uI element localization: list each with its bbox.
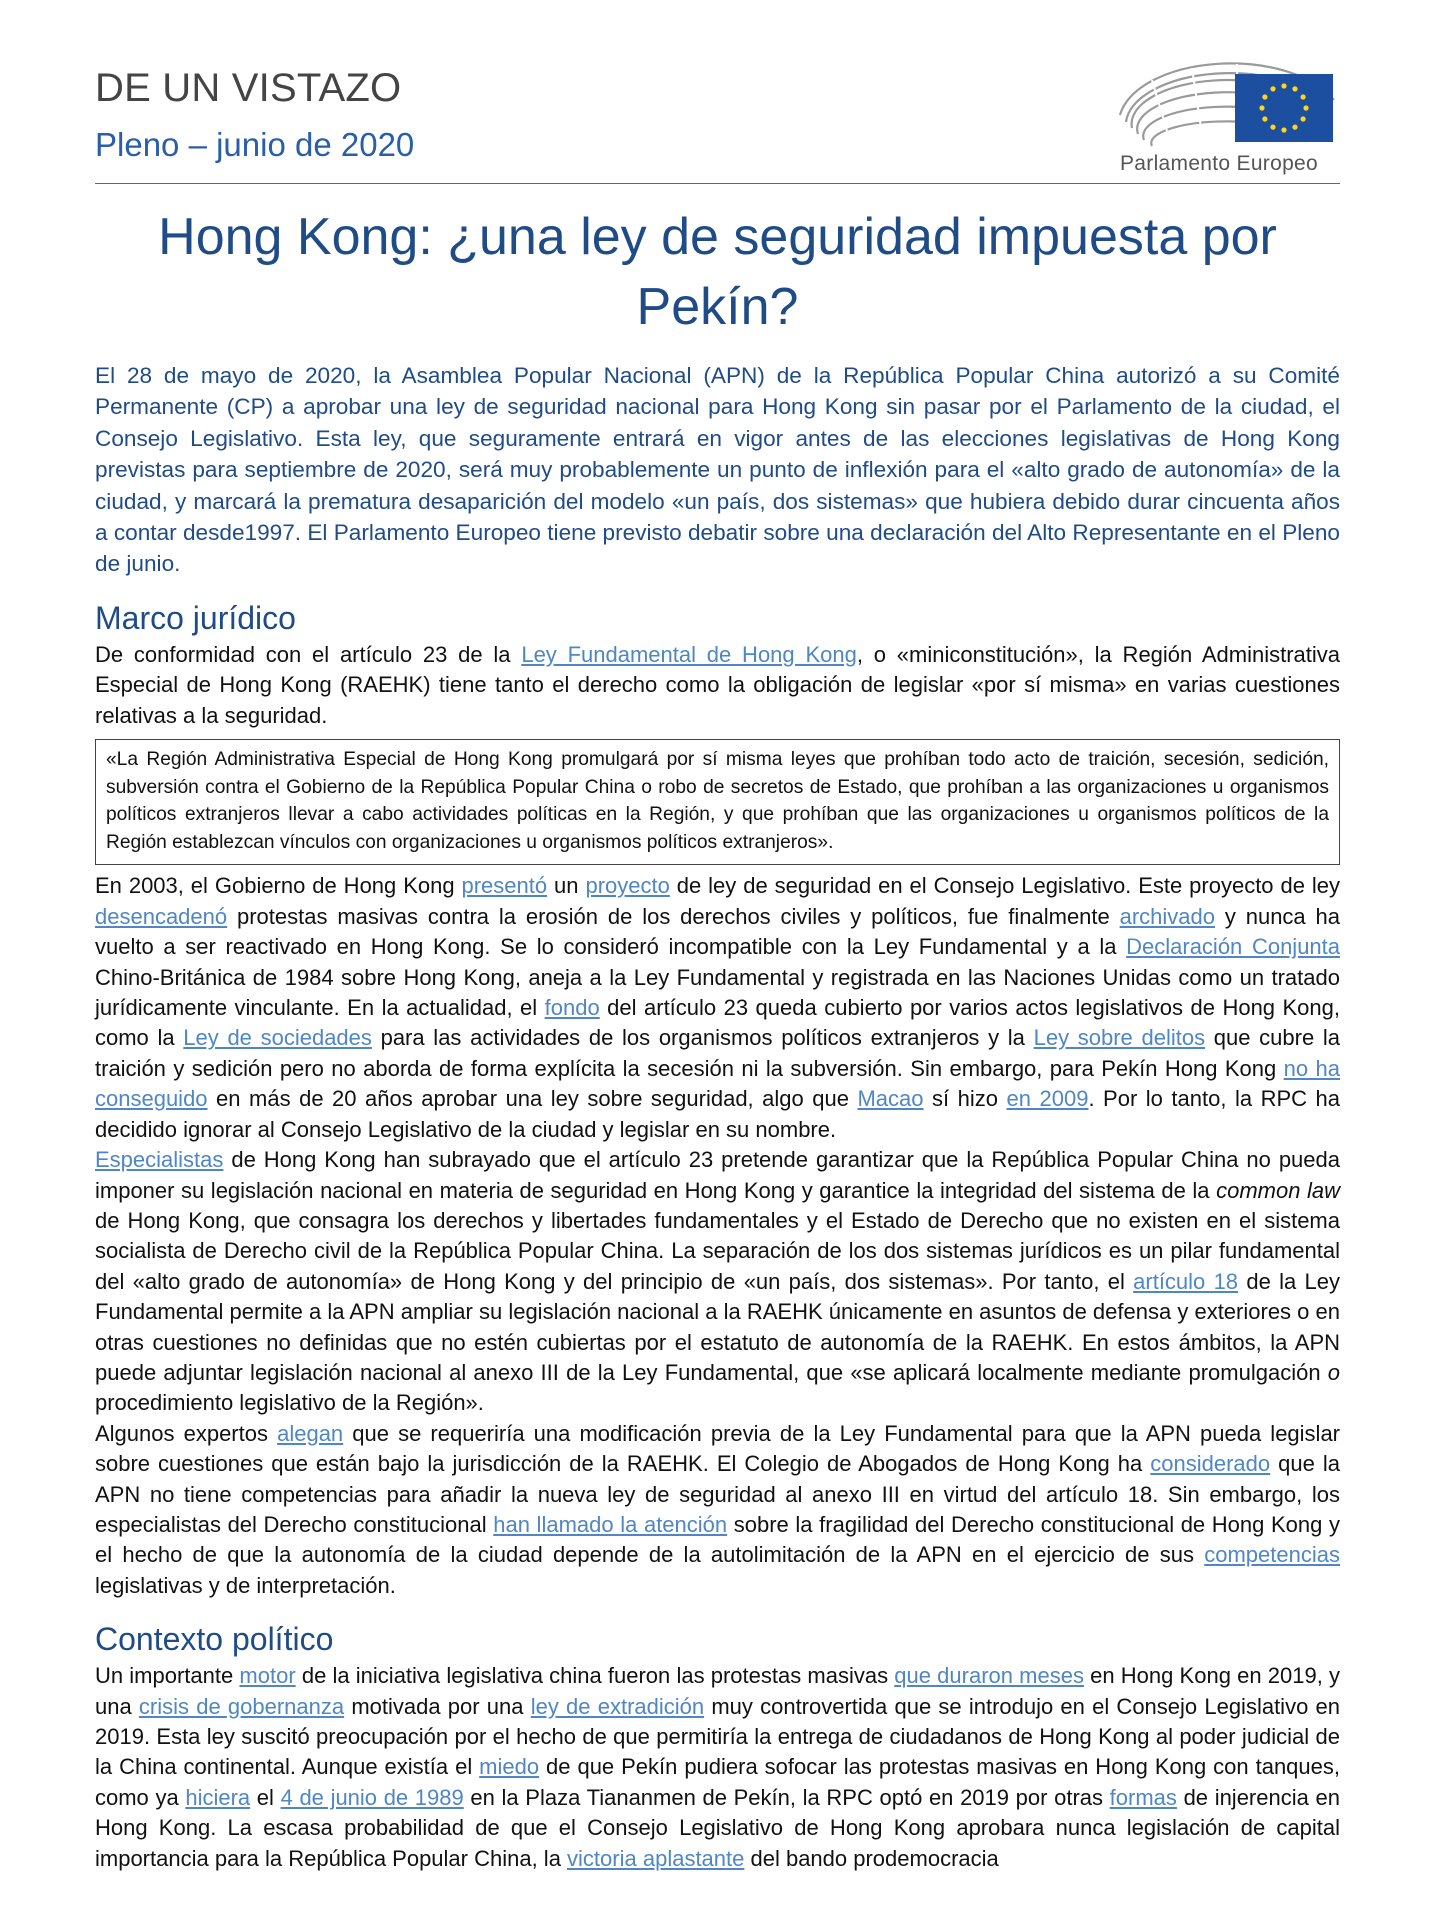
header-divider [95,183,1340,184]
eu-star-icon [1262,94,1267,99]
link-alegan[interactable]: alegan [277,1420,344,1446]
paragraph: Algunos expertos alegan que se requeriría una modificación previa de la Ley Fundamental para que la APN pueda legislar sobre cuestiones que están bajo la jurisdicción de la RAEHK. El Colegio de Abogados de Hong Kong ha considerado que la APN no tiene competencias para añadir la nueva ley de seguridad al anexo III en virtud del artículo 18. Sin embargo, los especialistas del Derecho constitucional han llamado la atención sobre la fragilidad del Derecho constitucional de Hong Kong y el hecho de que la autonomía de la ciudad depende de la autolimitación de la APN en el ejercicio de sus competencias legislativas y de interpretación. [95,1420,1341,1598]
paragraph: De conformidad con el artículo 23 de la Ley Fundamental de Hong Kong, o «miniconstitución», la Región Administrativa Especial de Hong Kong (RAEHK) tiene tanto el derecho como la obligación de legislar «por sí misma» en varias cuestiones relativas a la seguridad. [95,641,1341,728]
paragraph: Un importante motor de la iniciativa legislativa china fueron las protestas masivas que duraron meses en Hong Kong en 2019, y una crisis de gobernanza motivada por una ley de extradición muy controvertida que se introdujo en el Consejo Legislativo en 2019. Esta ley suscitó preocupación por el hecho de que permitiría la entrega de ciudadanos de Hong Kong al poder judicial de la China continental. Aunque existía el miedo de que Pekín pudiera sofocar las protestas masivas en Hong Kong con tanques, como ya hiciera el 4 de junio de 1989 en la Plaza Tiananmen de Pekín, la RPC optó en 2019 por otras formas de injerencia en Hong Kong. La escasa probabilidad de que el Consejo Legislativo de Hong Kong aprobara nunca legislación de capital importancia para la República Popular China, la victoria aplastante del bando prodemocracia [95,1663,1341,1871]
eu-star-icon [1270,125,1275,130]
link-desencadeno[interactable]: desencadenó [95,903,228,929]
link-formas[interactable]: formas [1109,1784,1177,1810]
link-crisis-de-gobernanza[interactable]: crisis de gobernanza [138,1693,345,1719]
link-han-llamado-la-atencion[interactable]: han llamado la atención [493,1511,728,1537]
article-23-quote: «La Región Administrativa Especial de Hong Kong promulgará por sí misma leyes que prohíban todo acto de traición, secesión, sedición, subversión contra el Gobierno de la República Popular China o robo de secretos de Estado, que prohíban a las organizaciones u organismos políticos extranjeros llevar a cabo actividades políticas en la Región, y que prohíban que las organizaciones u organismos políticos de la Región establezcan vínculos con organizaciones u organismos políticos extranjeros». [95,739,1340,865]
link-ley-de-extradicion[interactable]: ley de extradición [530,1693,705,1719]
link-especialistas[interactable]: Especialistas [95,1147,224,1173]
eu-star-icon [1292,86,1297,91]
article-summary: El 28 de mayo de 2020, la Asamblea Popular Nacional (APN) de la República Popular China autorizó a su Comité Permanente (CP) a aprobar una ley de seguridad nacional para Hong Kong sin pasar por el Parlamento de la ciudad, el Consejo Legislativo. Esta ley, que seguramente entrará en vigor antes de las elecciones legislativas de Hong Kong previstas para septiembre de 2020, será muy probablemente un punto de inflexión para el «alto grado de autonomía» de la ciudad, y marcará la prematura desaparición del modelo «un país, dos sistemas» que hubiera debido durar cincuenta años a contar desde1997. El Parlamento Europeo tiene previsto debatir sobre una declaración del Alto Representante en el Pleno de junio. [95,363,1340,577]
section-heading-marco-juridico: Marco jurídico [95,599,296,636]
link-que-duraron-meses[interactable]: que duraron meses [894,1663,1084,1689]
eu-star-icon [1292,125,1297,130]
eu-star-icon [1303,105,1308,110]
eu-star-icon [1301,116,1306,121]
article-body [95,360,1340,1874]
link-considerado[interactable]: considerado [1150,1451,1271,1477]
link-declaracion-conjunta[interactable]: Declaración Conjunta [1126,934,1341,960]
link-articulo-18[interactable]: artículo 18 [1133,1268,1239,1294]
session-label: Pleno – junio de 2020 [95,126,415,163]
link-miedo[interactable]: miedo [479,1754,540,1780]
link-macao[interactable]: Macao [857,1086,924,1112]
eu-star-icon [1270,86,1275,91]
link-ley-sobre-delitos[interactable]: Ley sobre delitos [1033,1025,1206,1051]
link-en-2009[interactable]: en 2009 [1006,1086,1089,1112]
link-victoria-aplastante[interactable]: victoria aplastante [567,1845,745,1871]
link-4-de-junio-de-1989[interactable]: 4 de junio de 1989 [280,1784,464,1810]
eu-star-icon [1259,105,1264,110]
eu-star-icon [1281,83,1286,88]
link-fondo[interactable]: fondo [544,995,600,1021]
link-hiciera[interactable]: hiciera [185,1784,251,1810]
article-title: Hong Kong: ¿una ley de seguridad impuesta por Pekín? [158,208,1277,336]
link-no-ha-conseguido[interactable]: no ha conseguido [95,1055,1340,1112]
link-ley-de-sociedades[interactable]: Ley de sociedades [183,1025,372,1051]
link-motor[interactable]: motor [239,1663,296,1689]
link-ley-fundamental[interactable]: Ley Fundamental de Hong Kong [521,641,857,667]
link-presento[interactable]: presentó [461,873,548,899]
link-competencias[interactable]: competencias [1204,1542,1340,1568]
kicker-label: DE UN VISTAZO [95,66,402,110]
logo-text: Parlamento Europeo [1120,152,1319,175]
paragraph: En 2003, el Gobierno de Hong Kong presentó un proyecto de ley de seguridad en el Consejo Legislativo. Este proyecto de ley desencadenó protestas masivas contra la erosión de los derechos civiles y políticos, fue finalmente archivado y nunca ha vuelto a ser reactivado en Hong Kong. Se lo consideró incompatible con la Ley Fundamental y a la Declaración Conjunta Chino-Británica de 1984 sobre Hong Kong, aneja a la Ley Fundamental y registrada en las Naciones Unidas como un tratado jurídicamente vinculante. En la actualidad, el fondo del artículo 23 queda cubierto por varios actos legislativos de Hong Kong, como la Ley de sociedades para las actividades de los organismos políticos extranjeros y la Ley sobre delitos que cubre la traición y sedición pero no aborda de forma explícita la secesión ni la subversión. Sin embargo, para Pekín Hong Kong no ha conseguido en más de 20 años aprobar una ley sobre seguridad, algo que Macao sí hizo en 2009. Por lo tanto, la RPC ha decidido ignorar al Consejo Legislativo de la ciudad y legislar en su nombre. [95,873,1341,1142]
link-proyecto[interactable]: proyecto [585,873,670,899]
eu-star-icon [1301,94,1306,99]
link-archivado[interactable]: archivado [1119,903,1216,929]
eu-star-icon [1281,127,1286,132]
section-heading-contexto-politico: Contexto político [95,1621,334,1658]
eu-star-icon [1262,116,1267,121]
paragraph: Especialistas de Hong Kong han subrayado que el artículo 23 pretende garantizar que la República Popular China no pueda imponer su legislación nacional en materia de seguridad en Hong Kong y garantice la integridad del sistema de la common law de Hong Kong, que consagra los derechos y libertades fundamentales y el Estado de Derecho que no existen en el sistema socialista de Derecho civil de la República Popular China. La separación de los dos sistemas jurídicos es un pilar fundamental del «alto grado de autonomía» de Hong Kong y del principio de «un país, dos sistemas». Por tanto, el artículo 18 de la Ley Fundamental permite a la APN ampliar su legislación nacional a la RAEHK únicamente en asuntos de defensa y exteriores o en otras cuestiones no definidas que no estén cubiertas por el estatuto de autonomía de la RAEHK. En estos ámbitos, la APN puede adjuntar legislación nacional al anexo III de la Ley Fundamental, que «se aplicará localmente mediante promulgación o procedimiento legislativo de la Región». [95,1147,1341,1416]
